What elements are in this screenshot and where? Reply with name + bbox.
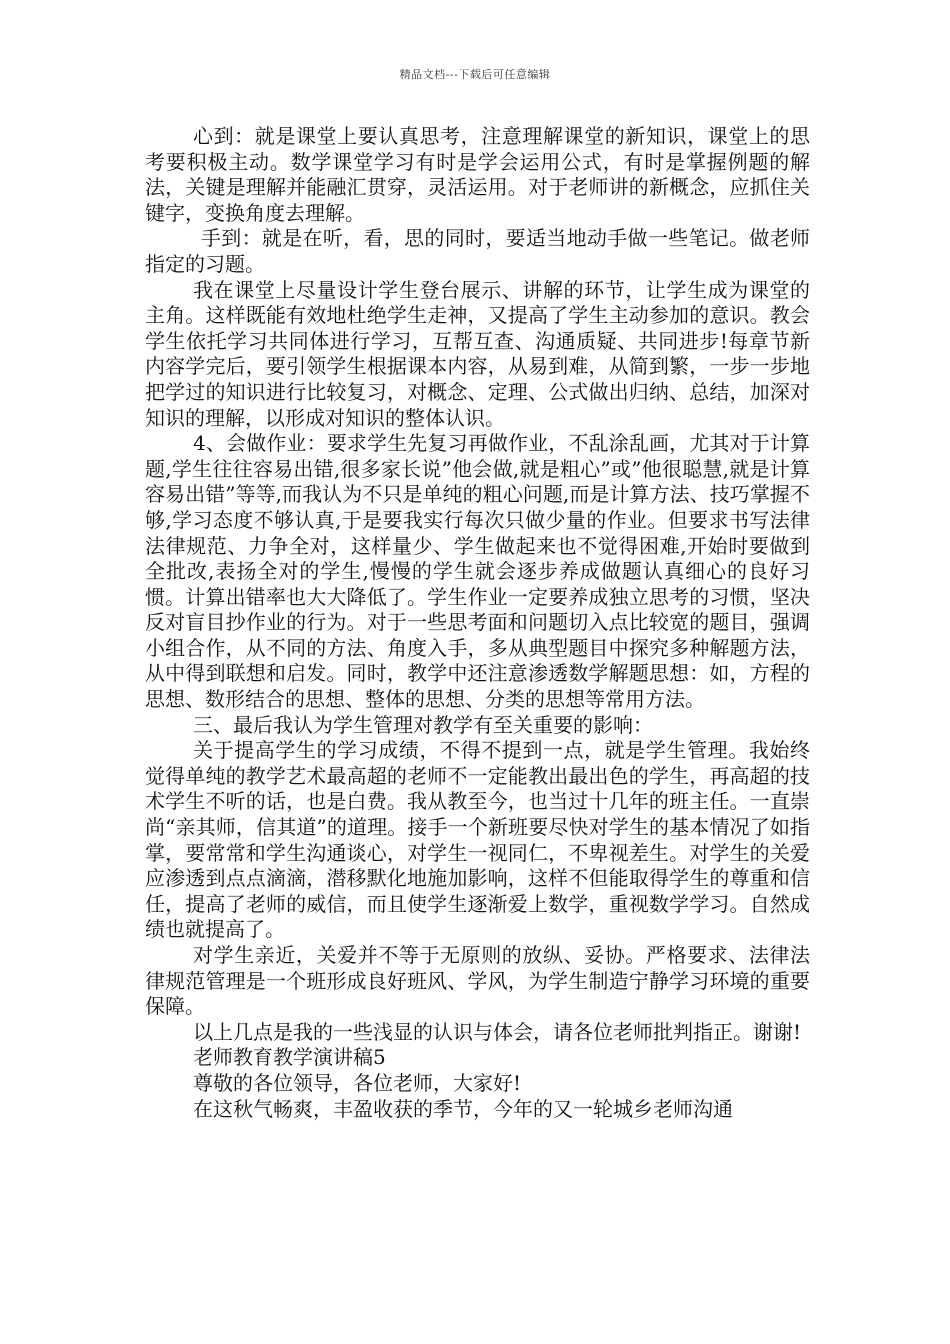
speech-opening: 在这秋气畅爽，丰盈收获的季节，今年的又一轮城乡老师沟通	[193, 1096, 733, 1121]
section-heading-management: 三、最后我认为学生管理对教学有至关重要的影响：	[193, 712, 653, 737]
paragraph-xin-dao: 心到：就是课堂上要认真思考，注意理解课堂的新知识，课堂上的思考要积极主动。数学课堂学习有时是学会运用公式，有时是掌握例题的解法，关键是理解并能融汇贯穿，灵活运用。对于老师讲的新概念，应抓住关键字，变换角度去理解。	[145, 124, 810, 225]
speech-greeting: 尊敬的各位领导，各位老师，大家好!	[193, 1070, 522, 1095]
paragraph-classroom-design: 我在课堂上尽量设计学生登台展示、讲解的环节，让学生成为课堂的主角。这样既能有效地杜绝学生走神，又提高了学生主动参加的意识。教会学生依托学习共同体进行学习，互帮互查、沟通质疑、共同进步!每章节新内容学完后，要引领学生根据课本内容，从易到难，从简到繁，一步一步地把学过的知识进行比较复习，对概念、定理、公式做出归纳、总结，加深对知识的理解，以形成对知识的整体认识。	[145, 277, 810, 430]
paragraph-homework: 4、会做作业：要求学生先复习再做作业，不乱涂乱画，尤其对于计算题,学生往往容易出错,很多家长说”他会做,就是粗心”或”他很聪慧,就是计算容易出错”等等,而我认为不只是单纯的粗心问题,而是计算方法、技巧掌握不够,学习态度不够认真,于是要我实行每次只做少量的作业。但要求书写法律法律规范、力争全对，这样量少、学生做起来也不觉得困难,开始时要做到全批改,表扬全对的学生,慢慢的学生就会逐步养成做题认真细心的良好习惯。计算出错率也大大降低了。学生作业一定要养成独立思考的习惯，坚决反对盲目抄作业的行为。对于一些思考面和问题切入点比较宽的题目，强调小组合作，从不同的方法、角度入手，多从典型题目中探究多种解题方法，从中得到联想和启发。同时，教学中还注意渗透数学解题思想：如，方程的思想、数形结合的思想、整体的思想、分类的思想等常用方法。	[145, 431, 810, 712]
document-body	[145, 124, 810, 1122]
paragraph-closing-thanks: 以上几点是我的一些浅显的认识与体会，请各位老师批判指正。谢谢!	[193, 1019, 802, 1044]
paragraph-shou-dao: 手到：就是在听，看，思的同时，要适当地动手做一些笔记。做老师指定的习题。	[145, 226, 810, 276]
paragraph-strict-requirements: 对学生亲近，关爱并不等于无原则的放纵、妥协。严格要求、法律法律规范管理是一个班形成良好班风、学风，为学生制造宁静学习环境的重要保障。	[145, 943, 810, 1019]
speech-title: 老师教育教学演讲稿5	[193, 1045, 386, 1070]
page-header: 精品文档---下载后可任意编辑	[399, 68, 551, 81]
paragraph-student-management: 关于提高学生的学习成绩，不得不提到一点，就是学生管理。我始终觉得单纯的教学艺术最高超的老师不一定能教出最出色的学生，再高超的技术学生不听的话，也是白费。我从教至今，也当过十几年的班主任。一直崇尚“亲其师，信其道”的道理。接手一个新班要尽快对学生的基本情况了如指掌，要常常和学生沟通谈心，对学生一视同仁，不卑视差生。对学生的关爱应渗透到点点滴滴，潜移默化地施加影响，这样不但能取得学生的尊重和信任，提高了老师的威信，而且使学生逐渐爱上数学，重视数学学习。自然成绩也就提高了。	[145, 738, 810, 942]
